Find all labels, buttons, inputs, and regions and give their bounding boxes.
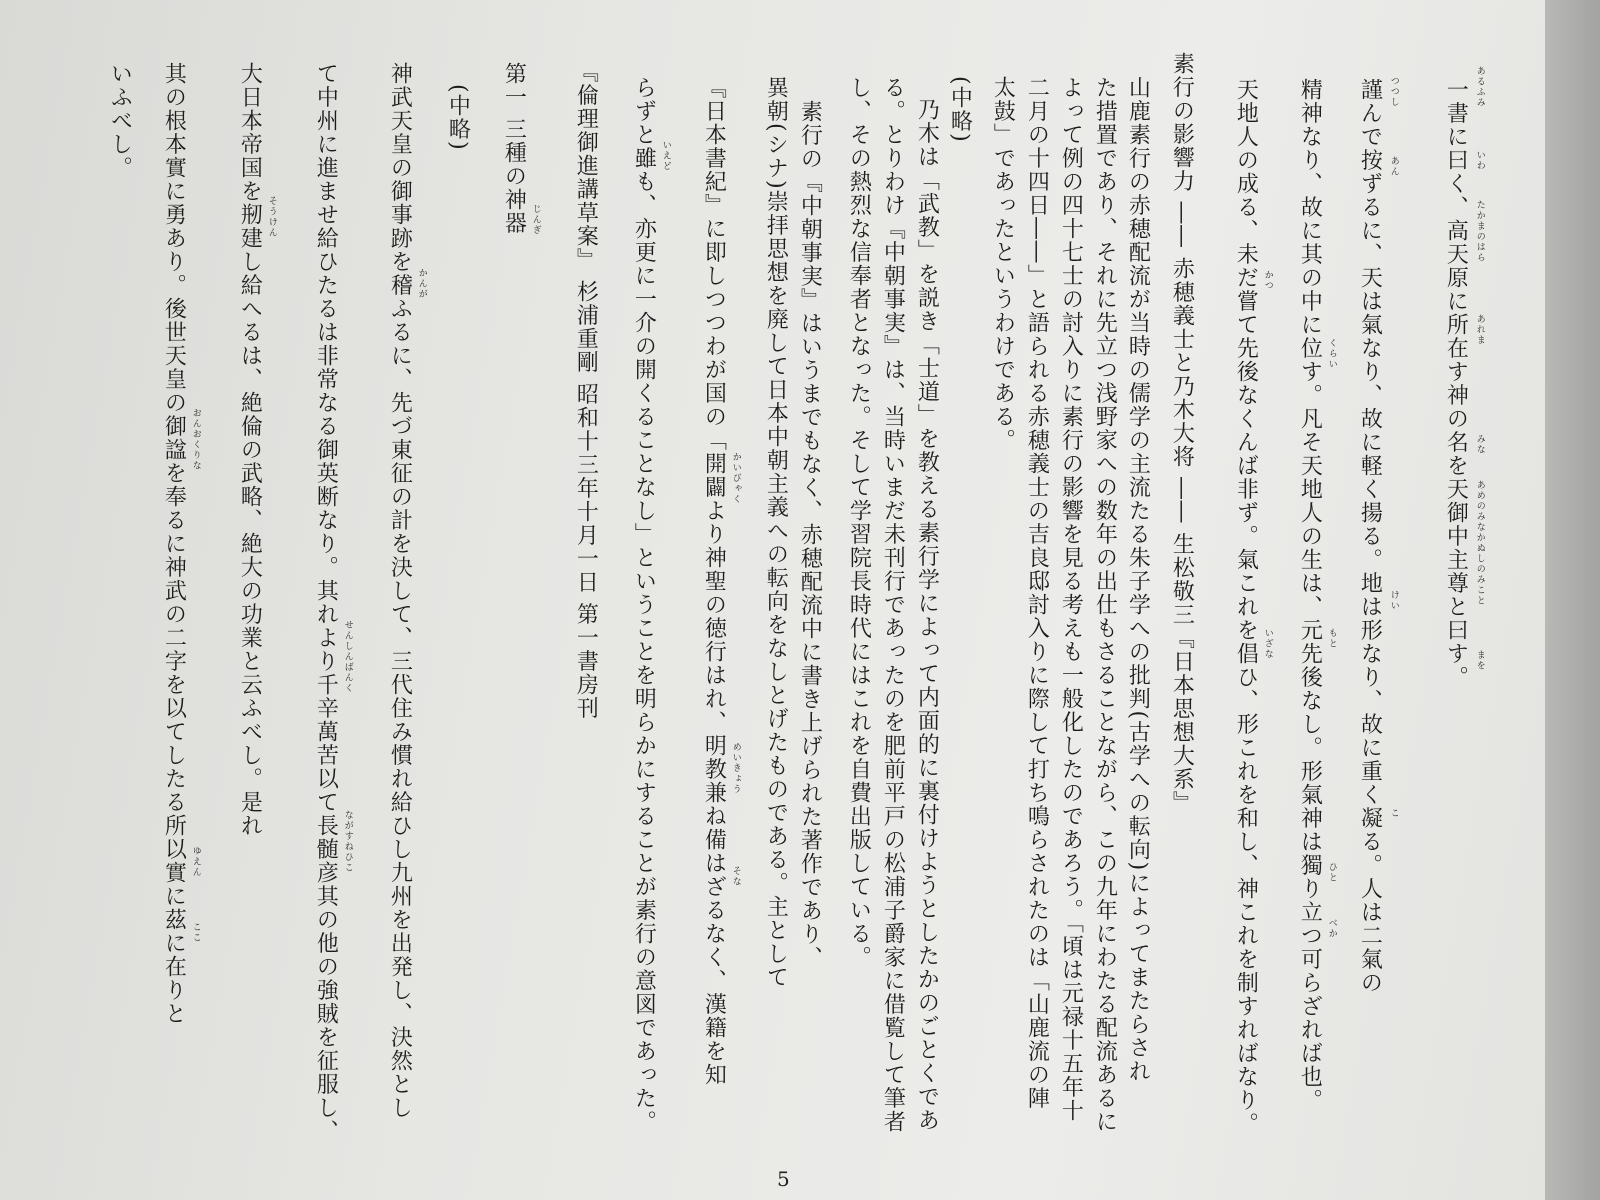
page-number: 5 — [777, 1167, 790, 1191]
ruby-annotation: べか — [1326, 918, 1337, 939]
text-column-4: 天地人の成る、未だ嘗て先後なくんば非ず。氣これを倡ひ、形これを和し、神これを制すればなり。 — [1233, 78, 1259, 1136]
text-column-1: 一書に曰く、高天原に所在す神の名を天御中主尊と曰す。 — [1443, 78, 1469, 689]
source-citation-rinri: 『倫理御進講草案』 杉浦重剛 昭和十三年十月一日 第一書房刊 — [573, 60, 599, 720]
ruby-annotation: おんおくりな — [190, 408, 201, 471]
text-column-24: 大日本帝国を剏建し給へるは、絶倫の武略、絶大の功業と云ふべし。是れ — [237, 62, 263, 838]
ruby-annotation: けい — [1388, 590, 1399, 611]
ruby-annotation: あれま — [1474, 314, 1485, 346]
ruby-annotation: くらい — [1326, 338, 1337, 370]
ruby-annotation: ここ — [190, 922, 201, 943]
ruby-annotation: もと — [1326, 628, 1337, 649]
text-column-25: 其の根本實に勇あり。後世天皇の御諡を奉るに神武の二字を以てしたる所以實に茲に在りと — [161, 62, 187, 1026]
ruby-annotation: めいきょう — [730, 742, 741, 795]
text-column-7: た措置であり、それに先立つ浅野家への数年の出仕もさることながら、この九年にわたる配流あるに — [1092, 76, 1118, 1134]
ruby-annotation: たかまのはら — [1474, 200, 1485, 263]
text-column-22: 神武天皇の御事跡を稽ふるに、先づ東征の計を決して、三代住み慣れ給ひし九州を出発し、決然とし — [387, 62, 413, 1120]
omission-mark-2: (中略) — [445, 84, 471, 152]
ruby-annotation: かんが — [416, 268, 427, 300]
subheading-sanshu-no-jingi: 第一 三種の神器 — [501, 62, 527, 235]
ruby-annotation: いざな — [1262, 628, 1273, 660]
text-column-12: 乃木は「武教」を説き「士道」を教える素行学によって内面的に裏付けようとしたかのごとくであ — [914, 98, 940, 1132]
text-column-15: 素行の『中朝事実』はいうまでもなく、赤穂配流中に書き上げられた著作であり、 — [797, 100, 823, 970]
ruby-annotation: そうけん — [266, 196, 277, 238]
ruby-annotation: つつし — [1388, 76, 1399, 108]
ruby-annotation: ひと — [1326, 862, 1337, 883]
section-heading-soko: 素行の影響力 ―― 赤穂義士と乃木大将 ―― 生松敬三『日本思想大系』 — [1169, 52, 1195, 815]
ruby-annotation: かつ — [1262, 270, 1273, 291]
next-page-edge — [1545, 0, 1600, 1200]
ruby-annotation: こ — [1388, 808, 1399, 819]
ruby-annotation: ながすねひこ — [342, 810, 353, 873]
omission-mark-1: (中略) — [947, 76, 973, 144]
text-column-26: いふべし。 — [107, 62, 133, 180]
ruby-annotation: あるふみ — [1474, 66, 1485, 108]
ruby-annotation: ゆえん — [190, 846, 201, 878]
text-column-18: らずと雖も、亦更に一介の開くることなし」ということを明らかにすることが素行の意図であった。 — [631, 76, 657, 1134]
ruby-annotation: せんしんばんく — [342, 620, 353, 694]
ruby-annotation: あん — [1388, 156, 1399, 177]
ruby-annotation: かいびゃく — [730, 452, 741, 505]
ruby-annotation: みな — [1474, 434, 1485, 455]
text-column-6: 山鹿素行の赤穂配流が当時の儒学の主流たる朱子学への批判(古学への転向)によってまたらされ — [1125, 76, 1151, 1084]
ruby-annotation: いえど — [660, 140, 671, 172]
text-column-13: る。とりわけ『中朝事実』は、当時いまだ未刊行であったのを肥前平戸の松浦子爵家に借覧して筆者 — [880, 76, 906, 1134]
text-column-23: て中州に進ませ給ひたるは非常なる御英断なり。其れより千辛萬苦以て長髄彦其の他の強賊を征服し、 — [313, 62, 339, 1143]
ruby-annotation: そな — [730, 866, 741, 887]
text-column-10: 太鼓」であったというわけである。 — [990, 76, 1016, 452]
ruby-annotation: まを — [1474, 650, 1485, 671]
text-column-8: よって例の四十七士の討入りに素行の影響を見る考えも一般化したのであろう。「頃は元禄十五年十 — [1058, 76, 1084, 1123]
ruby-annotation: いわ — [1474, 150, 1485, 171]
text-column-17: 『日本書紀』に即しつつわが国の「開闢より神聖の徳行はれ、明教兼ね備はざるなく、漢籍を知 — [701, 76, 727, 1087]
text-column-3: 精神なり、故に其の中に位す。凡そ天地人の生は、元先後なし。形氣神は獨り立つ可らざれば也。 — [1297, 78, 1323, 1112]
text-column-14: し、その熱烈な信奉者となった。そして学習院長時代にはこれを自費出版している。 — [846, 76, 872, 969]
ruby-annotation: あめのみなかぬしのみこと — [1474, 480, 1485, 606]
ruby-annotation: じんぎ — [530, 204, 541, 236]
text-column-9: 二月の十四日――」と語られる赤穂義士の吉良邸討入りに際して打ち鳴らされたのは「山鹿流の陣 — [1024, 76, 1050, 1110]
text-column-16: 異朝(シナ)崇拝思想を廃して日本中朝主義への転向をなしとげたものである。主として — [763, 76, 789, 990]
text-column-2: 謹んで按ずるに、天は氣なり、故に軽く揚る。地は形なり、故に重く凝る。人は二氣の — [1357, 78, 1383, 995]
